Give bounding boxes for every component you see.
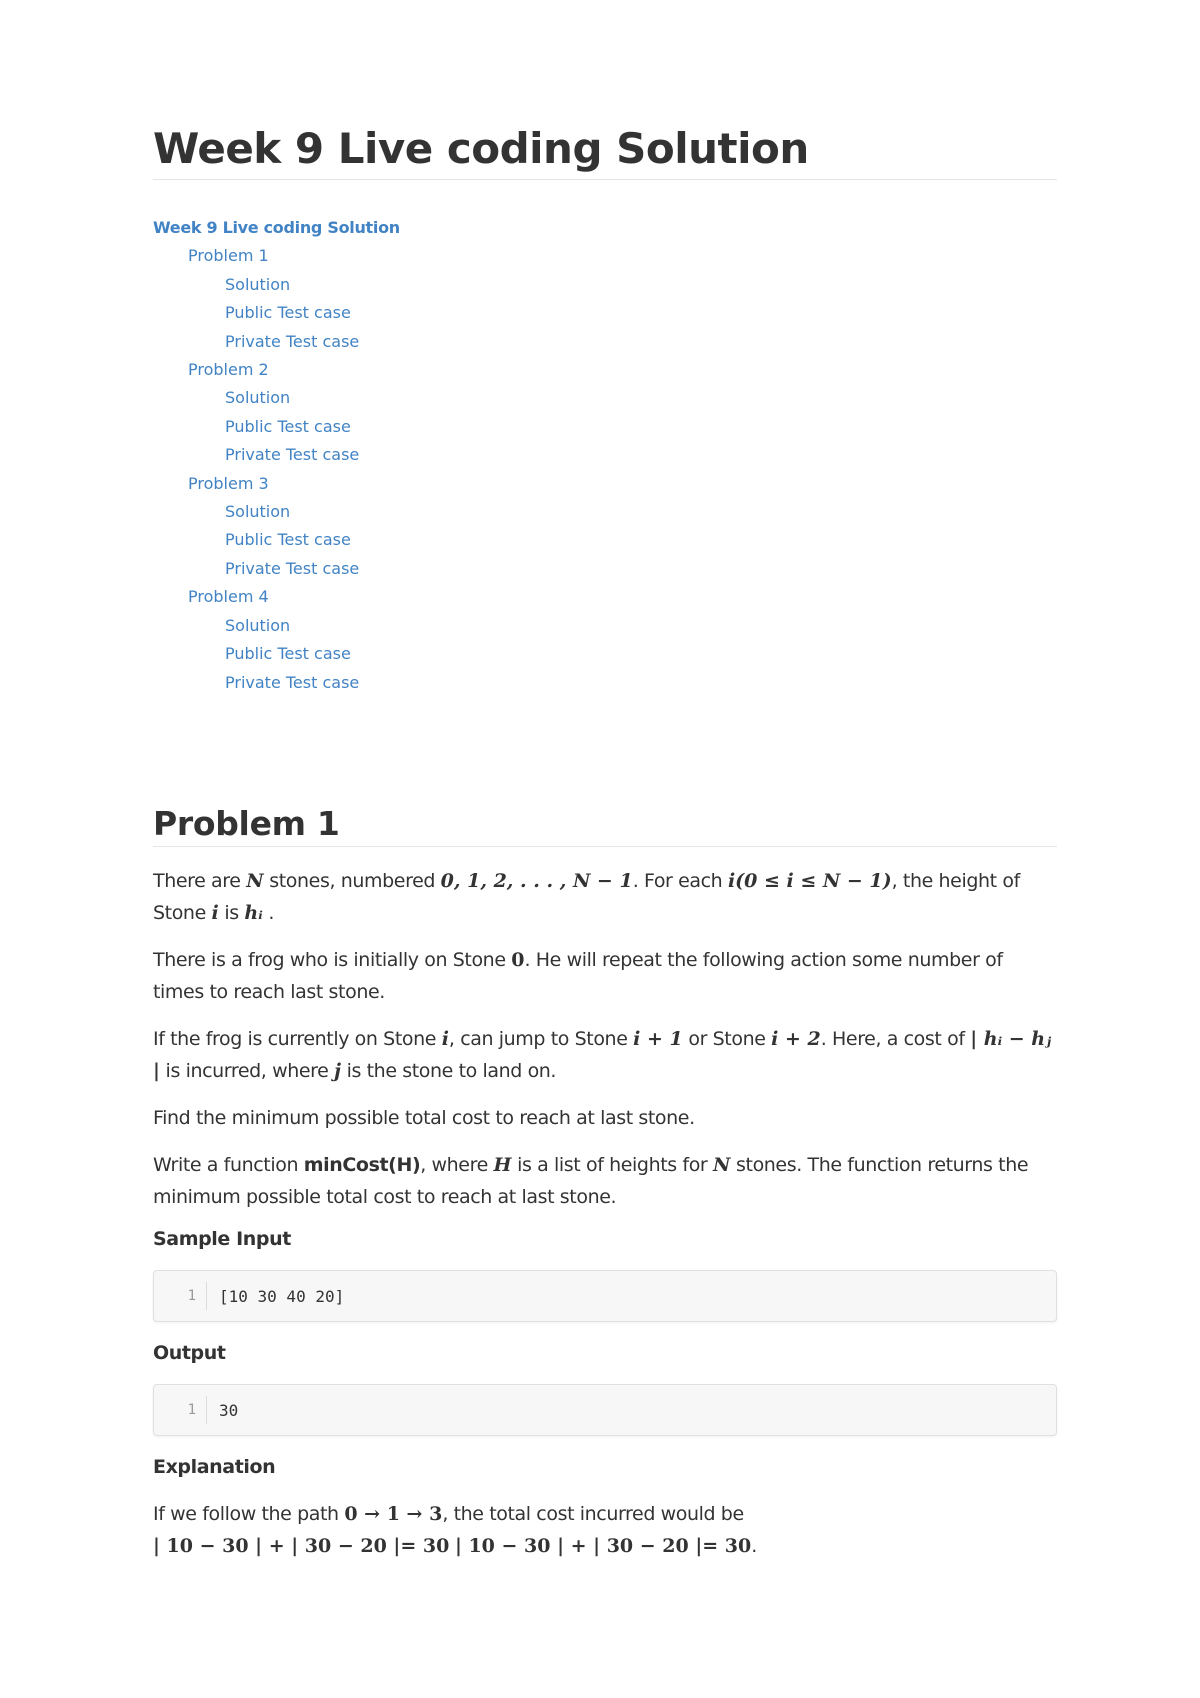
text: , the total cost incurred would be	[442, 1503, 744, 1525]
math-expression: H	[493, 1154, 512, 1176]
math-expression: 0, 1, 2, . . . , N − 1	[440, 870, 633, 892]
toc-link-problem-1-solution[interactable]: Solution	[225, 274, 291, 294]
math-expression: | hᵢ − hⱼ |	[153, 1028, 1052, 1082]
text: . He will repeat the following action some number of times to reach last stone.	[153, 949, 1003, 1003]
problem-1-heading: Problem 1	[153, 804, 1057, 847]
table-of-contents	[153, 214, 400, 697]
text: . Here, a cost of	[820, 1028, 971, 1050]
math-expression: i	[441, 1028, 449, 1050]
toc-link-problem-4-private-test[interactable]: Private Test case	[225, 672, 360, 692]
code-line: [10 30 40 20]	[219, 1286, 345, 1306]
problem-1-paragraph-5	[153, 1149, 1057, 1213]
text: stones. The function returns the minimum possible total cost to reach at last stone.	[153, 1154, 1029, 1208]
text: If the frog is currently on Stone	[153, 1028, 442, 1050]
toc-link-problem-2-private-test[interactable]: Private Test case	[225, 445, 360, 465]
text: , where	[420, 1154, 494, 1176]
toc-link-problem-1[interactable]: Problem 1	[188, 246, 269, 266]
math-expression: i(0 ≤ i ≤ N − 1)	[727, 870, 892, 892]
toc-link-problem-2-public-test[interactable]: Public Test case	[225, 416, 351, 436]
text: There are	[153, 870, 247, 892]
toc-link-problem-1-private-test[interactable]: Private Test case	[225, 331, 360, 351]
problem-1-section	[153, 804, 1057, 1577]
text: stones, numbered	[263, 870, 441, 892]
problem-1-paragraph-1	[153, 865, 1057, 929]
toc-link-problem-1-public-test[interactable]: Public Test case	[225, 303, 351, 323]
math-expression: N	[246, 870, 264, 892]
toc-link-root[interactable]: Week 9 Live coding Solution	[153, 218, 400, 237]
text: . For each	[632, 870, 728, 892]
toc-link-problem-2[interactable]: Problem 2	[188, 360, 269, 380]
text: There is a frog who is initially on Stone	[153, 949, 512, 971]
text: .	[262, 902, 275, 924]
math-expression: j	[334, 1060, 341, 1082]
math-expression: 0 → 1 → 3	[344, 1503, 443, 1525]
line-number: 1	[154, 1396, 207, 1424]
text: is a list of heights for	[511, 1154, 713, 1176]
sample-input-code-block[interactable]	[153, 1270, 1057, 1322]
problem-1-paragraph-3	[153, 1023, 1057, 1087]
toc-link-problem-3-solution[interactable]: Solution	[225, 502, 291, 522]
text: If we follow the path	[153, 1503, 345, 1525]
function-name: minCost(H)	[303, 1154, 421, 1176]
text: is the stone to land on.	[340, 1060, 557, 1082]
toc-link-problem-2-solution[interactable]: Solution	[225, 388, 291, 408]
toc-link-problem-4-public-test[interactable]: Public Test case	[225, 644, 351, 664]
math-expression: | 10 − 30 | + | 30 − 20 |= 30	[454, 1535, 752, 1557]
page-title: Week 9 Live coding Solution	[153, 124, 1057, 180]
explanation-paragraph	[153, 1498, 1057, 1562]
toc-link-problem-3[interactable]: Problem 3	[188, 473, 269, 493]
math-expression: i	[211, 902, 219, 924]
text: is incurred, where	[159, 1060, 335, 1082]
math-expression: N	[713, 1154, 731, 1176]
text: .	[751, 1535, 757, 1557]
math-expression: hᵢ	[244, 902, 263, 924]
toc-link-problem-3-private-test[interactable]: Private Test case	[225, 558, 360, 578]
output-code-block[interactable]	[153, 1384, 1057, 1436]
problem-1-paragraph-2	[153, 944, 1057, 1008]
toc-link-problem-4-solution[interactable]: Solution	[225, 615, 291, 635]
text: , can jump to Stone	[448, 1028, 634, 1050]
output-label: Output	[153, 1342, 226, 1364]
problem-1-paragraph-4: Find the minimum possible total cost to reach at last stone.	[153, 1107, 695, 1129]
math-expression: 0	[511, 949, 525, 971]
toc-link-problem-4[interactable]: Problem 4	[188, 587, 269, 607]
text: , the height of Stone	[153, 870, 1020, 924]
math-expression: i + 1	[633, 1028, 683, 1050]
sample-input-label: Sample Input	[153, 1228, 291, 1250]
explanation-label: Explanation	[153, 1456, 276, 1478]
math-expression: | 10 − 30 | + | 30 − 20 |= 30	[153, 1535, 450, 1557]
toc-link-problem-3-public-test[interactable]: Public Test case	[225, 530, 351, 550]
text: Write a function	[153, 1154, 304, 1176]
line-number: 1	[154, 1282, 207, 1310]
code-line: 30	[219, 1400, 239, 1420]
text: is	[218, 902, 245, 924]
text: or Stone	[682, 1028, 772, 1050]
math-expression: i + 2	[771, 1028, 821, 1050]
